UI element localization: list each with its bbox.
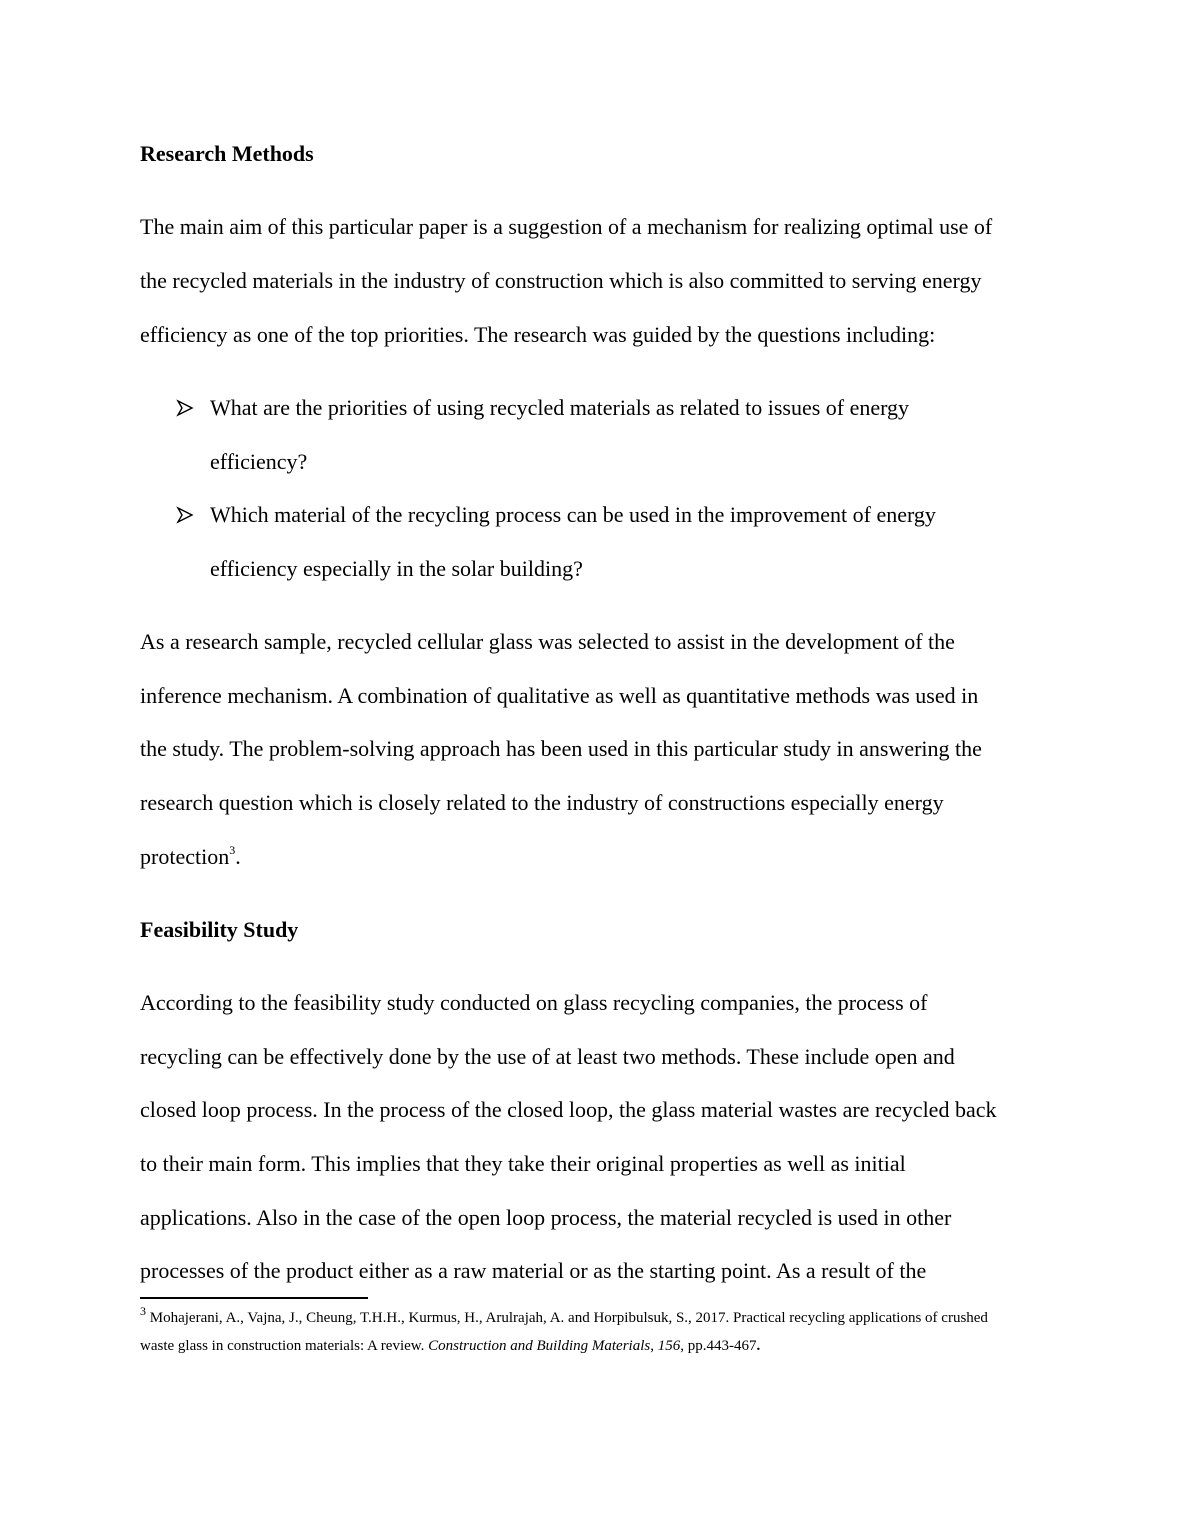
paragraph-line: applications. Also in the case of the open loop process, the material recycled is used in other xyxy=(140,1205,952,1230)
footnote-text: waste glass in construction materials: A review. xyxy=(140,1338,429,1354)
bullet-item-line: Which material of the recycling process can be used in the improvement of energy xyxy=(210,502,936,527)
arrow-bullet-icon xyxy=(176,394,194,422)
paragraph-line: processes of the product either as a raw material or as the starting point. As a result of the xyxy=(140,1258,927,1283)
paragraph-line: efficiency as one of the top priorities. The research was guided by the questions including: xyxy=(140,322,936,347)
paragraph-line: recycling can be effectively done by the use of at least two methods. These include open and xyxy=(140,1044,955,1069)
footnote-text: , xyxy=(650,1338,658,1354)
section-heading-feasibility-study: Feasibility Study xyxy=(140,917,299,942)
paragraph-line: to their main form. This implies that they take their original properties as well as initial xyxy=(140,1151,906,1176)
paragraph-line: According to the feasibility study conducted on glass recycling companies, the process of xyxy=(140,990,928,1015)
bullet-item-line: efficiency especially in the solar building? xyxy=(210,556,583,581)
paragraph-text: protection xyxy=(140,844,230,869)
paragraph-line: the recycled materials in the industry of construction which is also committed to serving energy xyxy=(140,268,982,293)
paragraph-line: As a research sample, recycled cellular glass was selected to assist in the development of the xyxy=(140,629,955,654)
paragraph-line: The main aim of this particular paper is a suggestion of a mechanism for realizing optimal use of xyxy=(140,214,993,239)
footnote-text: Mohajerani, A., Vajna, J., Cheung, T.H.H., Kurmus, H., Arulrajah, A. and Horpibulsuk, S., 2017. Practical recycling applications of crushed xyxy=(149,1310,988,1326)
paragraph-line: closed loop process. In the process of the closed loop, the glass material wastes are recycled back xyxy=(140,1097,997,1122)
paragraph-line: research question which is closely related to the industry of constructions especially energy xyxy=(140,790,944,815)
arrow-bullet-icon xyxy=(176,501,194,529)
footnote-number: 3 xyxy=(140,1304,146,1318)
paragraph-line-last xyxy=(140,843,241,871)
footnote-volume: 156 xyxy=(657,1338,681,1354)
bullet-item-line: efficiency? xyxy=(210,449,308,474)
footnote-journal: Construction and Building Materials xyxy=(428,1338,651,1354)
footnote-end: . xyxy=(756,1338,761,1354)
paragraph-line: the study. The problem-solving approach has been used in this particular study in answering the xyxy=(140,736,982,761)
footnote-separator xyxy=(140,1297,368,1299)
footnote-reference[interactable]: 3 xyxy=(229,842,236,857)
paragraph-line: inference mechanism. A combination of qualitative as well as quantitative methods was used in xyxy=(140,683,979,708)
paragraph-text: . xyxy=(235,844,241,869)
footnote-line xyxy=(140,1336,760,1356)
bullet-item-line: What are the priorities of using recycled materials as related to issues of energy xyxy=(210,395,910,420)
footnote-line xyxy=(140,1304,988,1328)
section-heading-research-methods: Research Methods xyxy=(140,141,314,166)
footnote-pages: , pp.443-467 xyxy=(680,1338,757,1354)
